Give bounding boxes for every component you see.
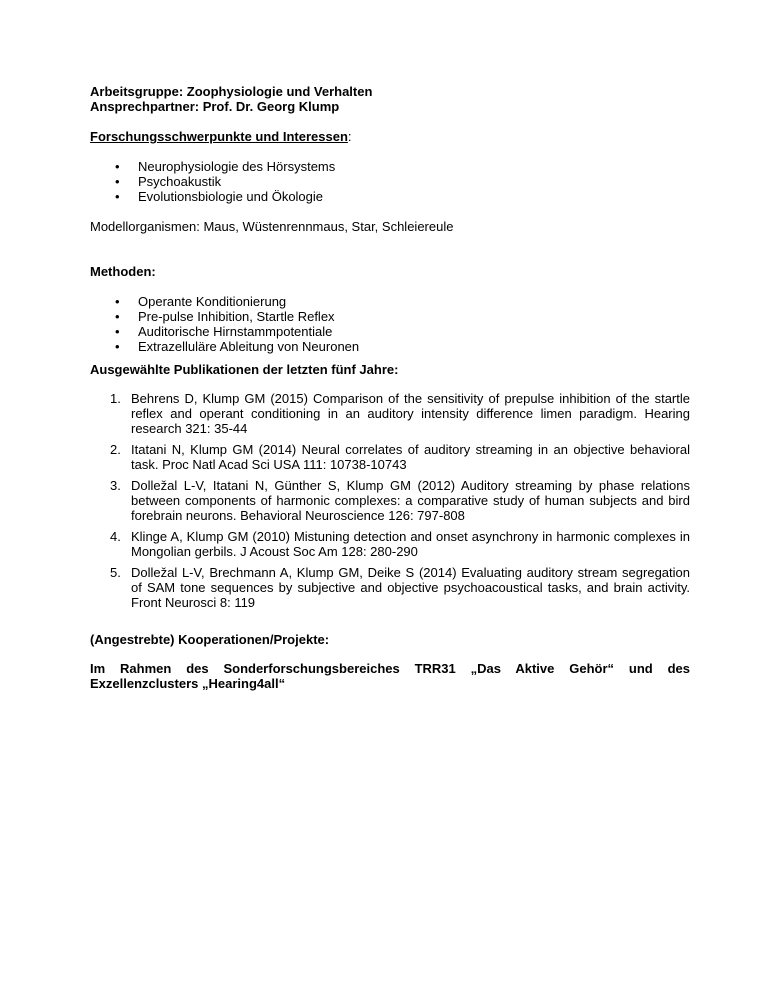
bullet-icon: • xyxy=(115,189,120,204)
method-item: • Operante Konditionierung xyxy=(115,294,287,309)
research-item: • Psychoakustik xyxy=(115,174,222,189)
method-item: • Auditorische Hirnstammpotentiale xyxy=(115,324,333,339)
cooperation-heading: (Angestrebte) Kooperationen/Projekte: xyxy=(90,632,330,647)
bullet-icon: • xyxy=(115,339,120,354)
method-item: • Extrazelluläre Ableitung von Neuronen xyxy=(115,339,360,354)
research-item: • Neurophysiologie des Hörsystems xyxy=(115,159,336,174)
method-item: • Pre-pulse Inhibition, Startle Reflex xyxy=(115,309,335,324)
research-item: • Evolutionsbiologie und Ökologie xyxy=(115,189,324,204)
document-page xyxy=(90,84,690,691)
model-organisms: Modellorganismen: Maus, Wüstenrennmaus, Star, Schleiereule xyxy=(90,219,454,234)
working-group-line: Arbeitsgruppe: Zoophysiologie und Verhalten xyxy=(90,84,373,99)
bullet-icon: • xyxy=(115,309,120,324)
publication-item: 1. Behrens D, Klump GM (2015) Comparison of the sensitivity of prepulse inhibition of the startle reflex and operant conditioning in an auditory intensity difference limen paradigm. Hearing research 321: 35-44 xyxy=(110,391,690,436)
bullet-icon: • xyxy=(115,159,120,174)
publication-item: 5. Dolležal L-V, Brechmann A, Klump GM, Deike S (2014) Evaluating auditory stream segregation of SAM tone sequences by subjective and objective psychoacoustical tasks, and brain activity. Front Neurosci 8: 119 xyxy=(110,565,690,610)
publication-item: 2. Itatani N, Klump GM (2014) Neural correlates of auditory streaming in an objective behavioral task. Proc Natl Acad Sci USA 111: 10738-10743 xyxy=(110,442,690,472)
publication-item: 4. Klinge A, Klump GM (2010) Mistuning detection and onset asynchrony in harmonic complexes in Mongolian gerbils. J Acoust Soc Am 128: 280-290 xyxy=(110,529,690,559)
bullet-icon: • xyxy=(115,324,120,339)
cooperation-text-line2: Exzellenzclusters „Hearing4all“ xyxy=(90,676,286,691)
publications-heading: Ausgewählte Publikationen der letzten fünf Jahre: xyxy=(90,362,399,377)
contact-person-line: Ansprechpartner: Prof. Dr. Georg Klump xyxy=(90,99,340,114)
bullet-icon: • xyxy=(115,174,120,189)
publication-item: 3. Dolležal L-V, Itatani N, Günther S, Klump GM (2012) Auditory streaming by phase relations between components of harmonic complexes: a comparative study of human subjects and bird forebrain neurons. Behavioral Neuroscience 126: 797-808 xyxy=(110,478,690,523)
methods-list xyxy=(90,294,690,354)
research-heading-colon: : xyxy=(347,129,352,144)
bullet-icon: • xyxy=(115,294,120,309)
publications-list xyxy=(110,391,690,610)
cooperation-text-line1: Im Rahmen des Sonderforschungsbereiches TRR31 „Das Aktive Gehör“ und des xyxy=(90,661,690,676)
research-heading-line xyxy=(90,129,690,144)
research-heading: Forschungsschwerpunkte und Interessen xyxy=(90,129,348,144)
methods-heading: Methoden: xyxy=(90,264,156,279)
research-list xyxy=(90,159,690,204)
